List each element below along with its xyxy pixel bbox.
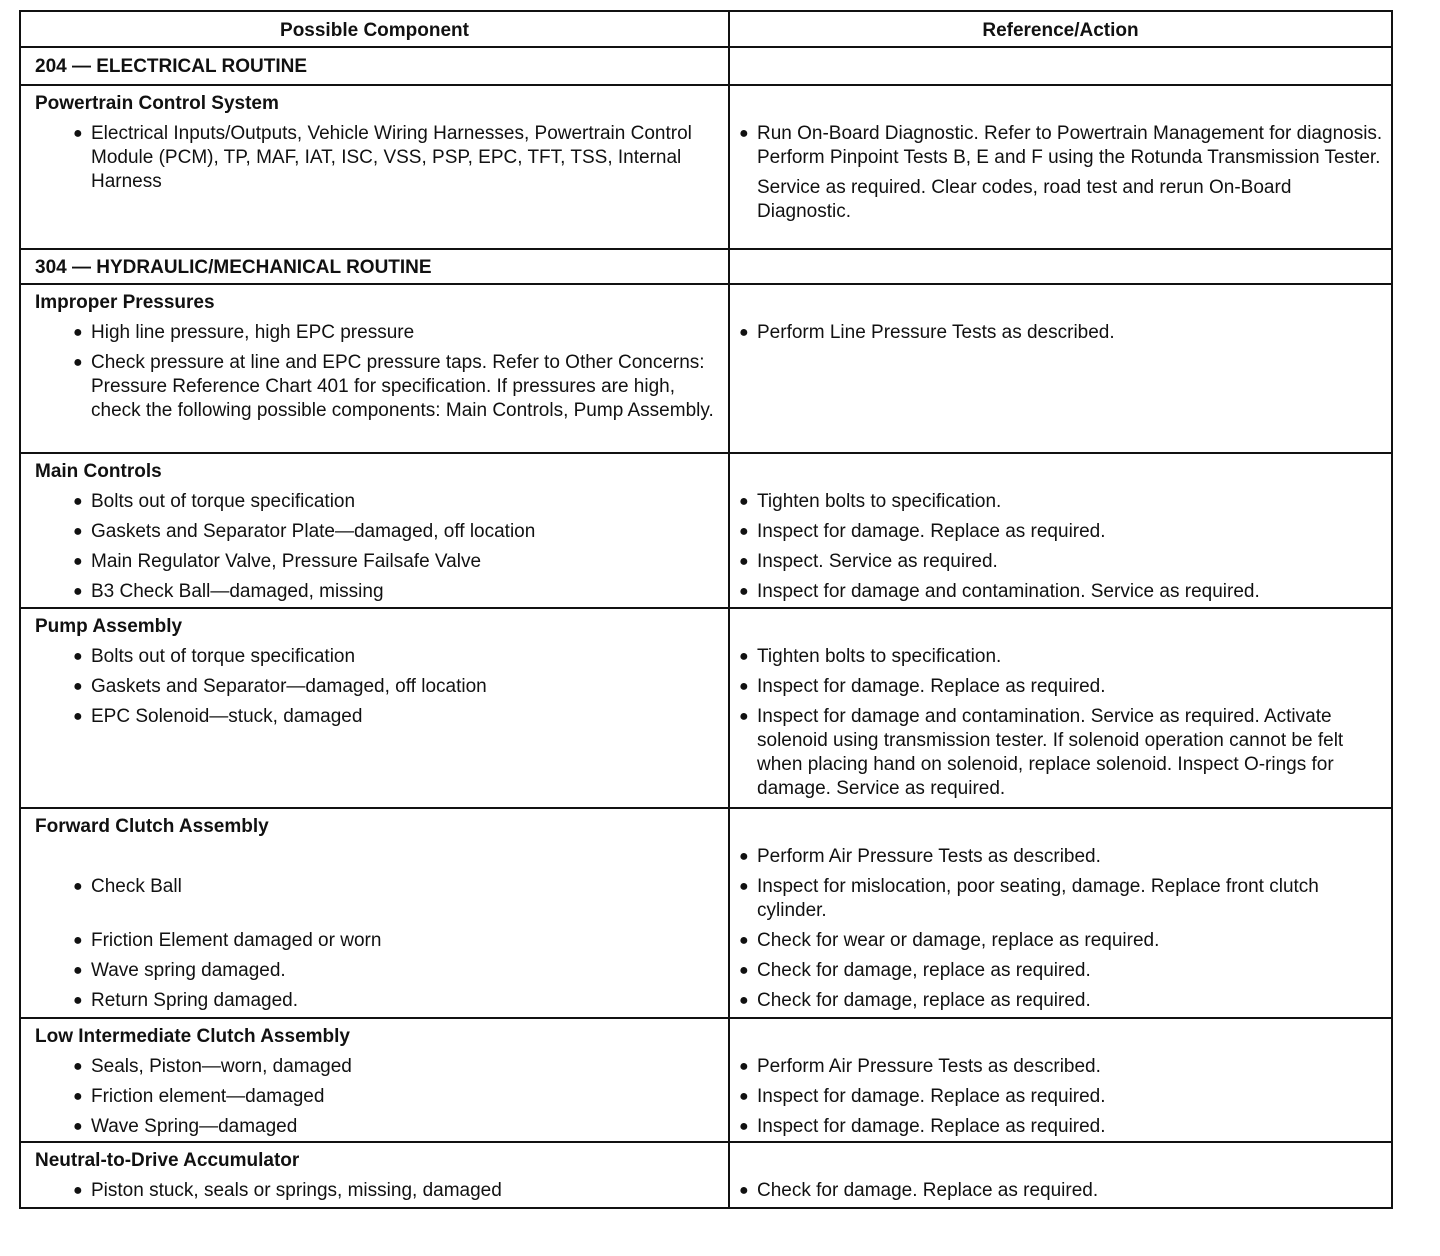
action-cell — [730, 609, 1391, 807]
bullet-icon: ● — [739, 1058, 749, 1075]
spacer — [21, 845, 728, 869]
action-item — [730, 845, 1391, 869]
group-row-improper-pressures — [19, 285, 1393, 454]
action-item — [730, 929, 1391, 953]
action-item — [730, 1055, 1391, 1079]
component-text: EPC Solenoid—stuck, damaged — [91, 706, 363, 727]
group-title: Powertrain Control System — [35, 93, 279, 114]
component-item — [21, 520, 728, 544]
group-title: Main Controls — [35, 461, 162, 482]
section-row-304 — [19, 250, 1393, 285]
action-text: Check for damage, replace as required. — [757, 960, 1091, 981]
action-text: Inspect for damage. Replace as required. — [757, 521, 1106, 542]
header-possible-component: Possible Component — [21, 12, 730, 46]
bullet-icon: ● — [739, 932, 749, 949]
bullet-icon: ● — [73, 648, 83, 665]
action-cell — [730, 809, 1391, 1017]
bullet-icon: ● — [73, 678, 83, 695]
action-item — [730, 645, 1391, 669]
bullet-icon: ● — [739, 708, 749, 725]
bullet-icon: ● — [73, 125, 83, 142]
action-item — [730, 1085, 1391, 1109]
component-item — [21, 490, 728, 514]
component-cell — [21, 454, 730, 607]
bullet-icon: ● — [739, 678, 749, 695]
component-text: Friction element—damaged — [91, 1086, 325, 1107]
action-item — [730, 321, 1391, 345]
component-item — [21, 645, 728, 669]
component-item — [21, 1179, 728, 1203]
bullet-icon: ● — [73, 583, 83, 600]
component-text: Wave spring damaged. — [91, 960, 286, 981]
bullet-icon: ● — [73, 708, 83, 725]
component-cell — [21, 1019, 730, 1141]
action-text: Inspect for damage. Replace as required. — [757, 676, 1106, 697]
bullet-icon: ● — [739, 523, 749, 540]
component-text: B3 Check Ball—damaged, missing — [91, 581, 384, 602]
component-item — [21, 875, 728, 899]
action-cell — [730, 86, 1391, 248]
spacer — [730, 815, 1391, 839]
section-title-304: 304 — HYDRAULIC/MECHANICAL ROUTINE — [21, 250, 730, 283]
component-text: Main Regulator Valve, Pressure Failsafe Valve — [91, 551, 482, 572]
bullet-icon: ● — [73, 878, 83, 895]
section-row-204 — [19, 48, 1393, 86]
component-item — [21, 321, 728, 345]
action-text: Check for damage. Replace as required. — [757, 1180, 1099, 1201]
component-text: Return Spring damaged. — [91, 990, 299, 1011]
component-item — [21, 550, 728, 574]
bullet-icon: ● — [739, 992, 749, 1009]
group-row-low-intermediate-clutch-assembly — [19, 1019, 1393, 1143]
bullet-icon: ● — [73, 992, 83, 1009]
component-item — [21, 1055, 728, 1079]
bullet-icon: ● — [73, 1182, 83, 1199]
action-item — [730, 520, 1391, 544]
component-item — [21, 1085, 728, 1109]
component-item — [21, 705, 728, 729]
component-cell — [21, 1143, 730, 1207]
spacer — [730, 92, 1391, 116]
component-item — [21, 351, 728, 423]
action-item — [730, 675, 1391, 699]
bullet-icon: ● — [739, 962, 749, 979]
action-text: Inspect for mislocation, poor seating, damage. Replace front clutch cylinder. — [757, 876, 1319, 921]
bullet-icon: ● — [739, 583, 749, 600]
component-text: Electrical Inputs/Outputs, Vehicle Wiring Harnesses, Powertrain Control Module (PCM), TP, MAF, IAT, ISC, VSS, PSP, EPC, TFT, TSS, Internal Harness — [91, 123, 692, 192]
bullet-icon: ● — [73, 354, 83, 371]
spacer — [730, 460, 1391, 484]
spacer — [730, 615, 1391, 639]
bullet-icon: ● — [73, 523, 83, 540]
action-text: Tighten bolts to specification. — [757, 646, 1002, 667]
action-item — [730, 490, 1391, 514]
action-text: Run On-Board Diagnostic. Refer to Powertrain Management for diagnosis. Perform Pinpoint Tests B, E and F using the Rotunda Transmission Tester. — [757, 123, 1383, 168]
bullet-icon: ● — [739, 125, 749, 142]
component-item — [21, 1115, 728, 1139]
group-title: Pump Assembly — [35, 616, 183, 637]
action-item — [730, 959, 1391, 983]
spacer — [730, 291, 1391, 315]
section-empty-cell — [730, 48, 1391, 84]
action-text: Perform Air Pressure Tests as described. — [757, 846, 1101, 867]
group-title: Neutral-to-Drive Accumulator — [35, 1150, 300, 1171]
action-note: Service as required. Clear codes, road test and rerun On-Board Diagnostic. — [757, 177, 1292, 222]
action-text: Tighten bolts to specification. — [757, 491, 1002, 512]
action-text: Inspect for damage. Replace as required. — [757, 1086, 1106, 1107]
group-title: Forward Clutch Assembly — [35, 816, 269, 837]
action-cell — [730, 1019, 1391, 1141]
action-item — [730, 1115, 1391, 1139]
action-text: Inspect. Service as required. — [757, 551, 998, 572]
component-item — [21, 122, 728, 194]
bullet-icon: ● — [73, 932, 83, 949]
component-text: Wave Spring—damaged — [91, 1116, 298, 1137]
action-item — [730, 122, 1391, 170]
action-item — [730, 705, 1391, 801]
bullet-icon: ● — [73, 1058, 83, 1075]
action-item — [730, 550, 1391, 574]
bullet-icon: ● — [739, 493, 749, 510]
action-item — [730, 580, 1391, 604]
component-item — [21, 989, 728, 1013]
bullet-icon: ● — [73, 553, 83, 570]
action-text: Inspect for damage. Replace as required. — [757, 1116, 1106, 1137]
group-row-forward-clutch-assembly — [19, 809, 1393, 1019]
bullet-icon: ● — [73, 1118, 83, 1135]
header-reference-action: Reference/Action — [982, 20, 1139, 41]
action-item — [730, 875, 1391, 923]
component-cell — [21, 285, 730, 452]
bullet-icon: ● — [739, 1118, 749, 1135]
component-text: Gaskets and Separator Plate—damaged, off location — [91, 521, 536, 542]
section-empty-cell — [730, 250, 1391, 283]
action-text: Check for damage, replace as required. — [757, 990, 1091, 1011]
group-row-main-controls — [19, 454, 1393, 609]
component-text: Gaskets and Separator—damaged, off location — [91, 676, 487, 697]
group-row-powertrain-control-system — [19, 86, 1393, 250]
action-item — [730, 1179, 1391, 1203]
component-cell — [21, 609, 730, 807]
spacer — [730, 1025, 1391, 1049]
table-header-row — [19, 10, 1393, 48]
bullet-icon: ● — [739, 648, 749, 665]
bullet-icon: ● — [739, 1088, 749, 1105]
diagnosis-table — [19, 10, 1393, 1209]
group-title: Improper Pressures — [35, 292, 215, 313]
group-title: Low Intermediate Clutch Assembly — [35, 1026, 350, 1047]
action-text: Inspect for damage and contamination. Service as required. Activate solenoid using transmission tester. If solenoid operation cannot be felt when placing hand on solenoid, replace solenoid. Inspect O-rings for damage. Service as required. — [757, 706, 1344, 799]
component-text: Check Ball — [91, 876, 182, 897]
component-text: Seals, Piston—worn, damaged — [91, 1056, 352, 1077]
component-item — [21, 959, 728, 983]
component-text: Bolts out of torque specification — [91, 491, 356, 512]
section-title-204: 204 — ELECTRICAL ROUTINE — [21, 48, 730, 84]
component-text: Friction Element damaged or worn — [91, 930, 382, 951]
component-item — [21, 580, 728, 604]
action-cell — [730, 454, 1391, 607]
action-text: Inspect for damage and contamination. Service as required. — [757, 581, 1260, 602]
component-item — [21, 675, 728, 699]
spacer — [730, 1149, 1391, 1173]
component-cell — [21, 809, 730, 1017]
bullet-icon: ● — [739, 324, 749, 341]
component-text: Piston stuck, seals or springs, missing, damaged — [91, 1180, 502, 1201]
group-row-pump-assembly — [19, 609, 1393, 809]
action-item — [730, 989, 1391, 1013]
bullet-icon: ● — [73, 962, 83, 979]
bullet-icon: ● — [739, 878, 749, 895]
action-text: Perform Line Pressure Tests as described. — [757, 322, 1115, 343]
bullet-icon: ● — [739, 553, 749, 570]
bullet-icon: ● — [73, 1088, 83, 1105]
component-item — [21, 929, 728, 953]
bullet-icon: ● — [739, 848, 749, 865]
component-text: Bolts out of torque specification — [91, 646, 356, 667]
action-cell — [730, 1143, 1391, 1207]
bullet-icon: ● — [73, 324, 83, 341]
component-cell — [21, 86, 730, 248]
bullet-icon: ● — [73, 493, 83, 510]
component-text: Check pressure at line and EPC pressure taps. Refer to Other Concerns: Pressure Reference Chart 401 for specification. If pressures are high, check the following possible components: Main Controls, Pump Assembly. — [91, 352, 714, 421]
component-text: High line pressure, high EPC pressure — [91, 322, 415, 343]
group-row-neutral-to-drive-accumulator — [19, 1143, 1393, 1209]
bullet-icon: ● — [739, 1182, 749, 1199]
action-text: Perform Air Pressure Tests as described. — [757, 1056, 1101, 1077]
action-text: Check for wear or damage, replace as required. — [757, 930, 1160, 951]
action-cell — [730, 285, 1391, 452]
